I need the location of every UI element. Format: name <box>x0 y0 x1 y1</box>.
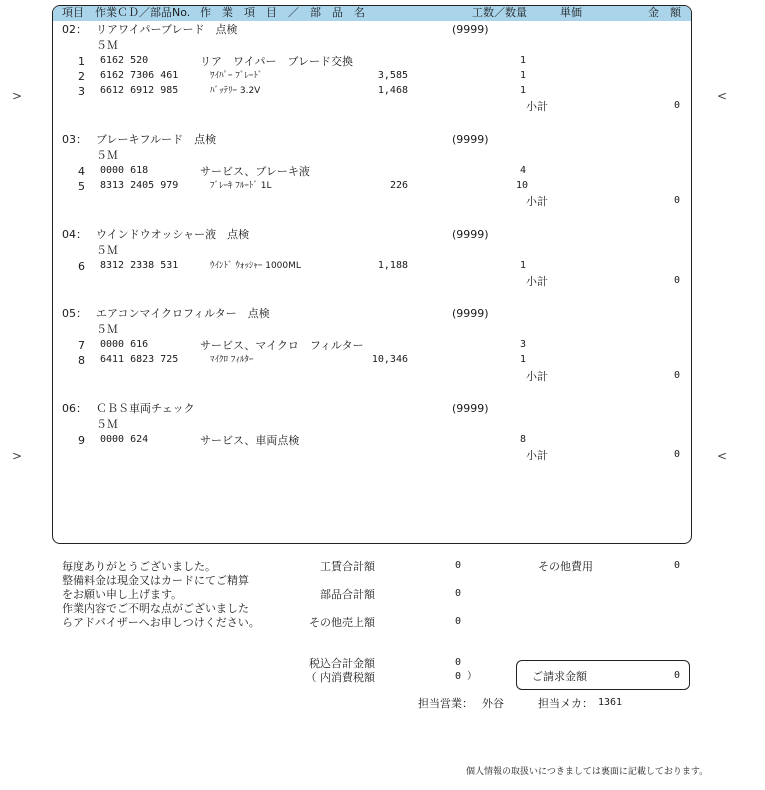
row-number: 8 <box>78 354 85 367</box>
tax-incl-total-label: 税込合計金額 <box>309 657 375 670</box>
header-name: 作 業 項 目 ／ 部 品 名 <box>200 6 365 19</box>
row-qty: 4 <box>520 165 527 176</box>
row-name: ﾊﾞｯﾃﾘｰ 3.2V <box>210 86 261 96</box>
mechanic-id: 1361 <box>598 697 623 708</box>
section-code: (9999) <box>452 23 489 36</box>
subtotal-label: 小計 <box>526 370 548 383</box>
labor-total-label: 工賃合計額 <box>320 560 375 573</box>
row-name: ﾏｲｸﾛ ﾌｨﾙﾀｰ <box>210 355 254 365</box>
other-fees-label: その他費用 <box>538 560 593 573</box>
row-price: 10,346 <box>371 354 408 365</box>
section-level: ５Ｍ <box>96 244 118 257</box>
consumption-tax-value: 0 ） <box>455 671 478 682</box>
right-margin-mark: < <box>717 89 728 103</box>
header-qty: 工数／数量 <box>472 6 527 19</box>
row-qty: 10 <box>516 180 529 191</box>
section-title: ブレーキフルード 点検 <box>96 133 217 146</box>
row-code: 6162 520 <box>100 55 149 66</box>
row-code: 6411 6823 725 <box>100 354 179 365</box>
section-code: (9999) <box>452 228 489 241</box>
message-line: らアドバイザーへお申しつけください。 <box>62 616 260 629</box>
mechanic-label: 担当メカ： <box>538 697 593 710</box>
subtotal-value: 0 <box>673 100 680 111</box>
row-code: 6612 6912 985 <box>100 85 179 96</box>
other-sales-label: その他売上額 <box>309 616 375 629</box>
row-number: 1 <box>78 55 85 68</box>
consumption-tax-label: （ 内消費税額 <box>305 671 375 684</box>
row-number: 5 <box>78 180 85 193</box>
section-title: エアコンマイクロフィルター 点検 <box>96 307 270 320</box>
message-line: 作業内容でご不明な点がございました <box>62 602 249 615</box>
row-number: 3 <box>78 85 85 98</box>
message-line: 整備料金は現金又はカードにてご精算 <box>62 574 249 587</box>
subtotal-label: 小計 <box>526 100 548 113</box>
subtotal-label: 小計 <box>526 275 548 288</box>
row-qty: 8 <box>520 434 527 445</box>
subtotal-value: 0 <box>673 449 680 460</box>
row-code: 6162 7306 461 <box>100 70 179 81</box>
row-qty: 3 <box>520 339 527 350</box>
invoice-amount-label: ご請求金額 <box>532 670 587 683</box>
header-amount: 金 額 <box>648 6 681 19</box>
row-code: 0000 616 <box>100 339 149 350</box>
row-name: リア ワイパー ブレード交換 <box>200 55 354 68</box>
header-unit: 単価 <box>560 6 582 19</box>
subtotal-value: 0 <box>673 370 680 381</box>
section-number: 04： <box>62 228 87 241</box>
row-qty: 1 <box>520 55 527 66</box>
section-level: ５Ｍ <box>96 39 118 52</box>
message-line: 毎度ありがとうございました。 <box>62 560 216 573</box>
row-name: ｳｲﾝﾄﾞ ｳｫｯｼｬｰ 1000ML <box>210 261 301 271</box>
row-qty: 1 <box>520 354 527 365</box>
row-qty: 1 <box>520 260 527 271</box>
left-margin-mark: > <box>12 449 23 463</box>
section-level: ５Ｍ <box>96 418 118 431</box>
row-code: 8313 2405 979 <box>100 180 179 191</box>
sales-staff-name: 外谷 <box>482 697 504 710</box>
row-number: 9 <box>78 434 85 447</box>
row-number: 6 <box>78 260 85 273</box>
row-price: 226 <box>389 180 408 191</box>
row-name: サービス、マイクロ フィルター <box>200 339 364 352</box>
row-number: 2 <box>78 70 85 83</box>
other-sales-value: 0 <box>455 616 462 627</box>
parts-total-value: 0 <box>455 588 462 599</box>
section-level: ５Ｍ <box>96 149 118 162</box>
section-code: (9999) <box>452 307 489 320</box>
left-margin-mark: > <box>12 89 23 103</box>
section-code: (9999) <box>452 402 489 415</box>
section-number: 05： <box>62 307 87 320</box>
row-number: 4 <box>78 165 85 178</box>
section-number: 06： <box>62 402 87 415</box>
row-qty: 1 <box>520 85 527 96</box>
header-code: 作業ＣＤ／部品No. <box>95 6 191 19</box>
section-title: ウインドウオッシャー液 点検 <box>96 228 250 241</box>
row-price: 1,188 <box>377 260 408 271</box>
labor-total-value: 0 <box>455 560 462 571</box>
message-line: をお願い申し上げます。 <box>62 588 183 601</box>
subtotal-value: 0 <box>673 195 680 206</box>
row-qty: 1 <box>520 70 527 81</box>
row-name: ﾜｲﾊﾟｰ ﾌﾞﾚｰﾄﾞ <box>210 71 263 81</box>
tax-incl-total-value: 0 <box>455 657 462 668</box>
parts-total-label: 部品合計額 <box>320 588 375 601</box>
row-name: サービス、ブレーキ液 <box>200 165 310 178</box>
header-item: 項目 <box>62 6 84 19</box>
other-fees-value: 0 <box>673 560 680 571</box>
row-code: 0000 624 <box>100 434 149 445</box>
right-margin-mark: < <box>717 449 728 463</box>
section-number: 03： <box>62 133 87 146</box>
row-code: 8312 2338 531 <box>100 260 179 271</box>
subtotal-label: 小計 <box>526 449 548 462</box>
row-number: 7 <box>78 339 85 352</box>
section-level: ５Ｍ <box>96 323 118 336</box>
row-name: ﾌﾞﾚｰｷ ﾌﾙｰﾄﾞ 1L <box>210 181 272 191</box>
section-title: ＣＢＳ車両チェック <box>96 402 195 415</box>
sales-staff-label: 担当営業： <box>418 697 473 710</box>
invoice-amount-value: 0 <box>673 670 680 681</box>
row-price: 1,468 <box>377 85 408 96</box>
row-code: 0000 618 <box>100 165 149 176</box>
subtotal-label: 小計 <box>526 195 548 208</box>
section-title: リアワイパーブレード 点検 <box>96 23 238 36</box>
row-price: 3,585 <box>377 70 408 81</box>
section-number: 02： <box>62 23 87 36</box>
row-name: サービス、車両点検 <box>200 434 300 447</box>
subtotal-value: 0 <box>673 275 680 286</box>
section-code: (9999) <box>452 133 489 146</box>
privacy-note: 個人情報の取扱いにつきましては裏面に記載しております。 <box>466 767 709 777</box>
